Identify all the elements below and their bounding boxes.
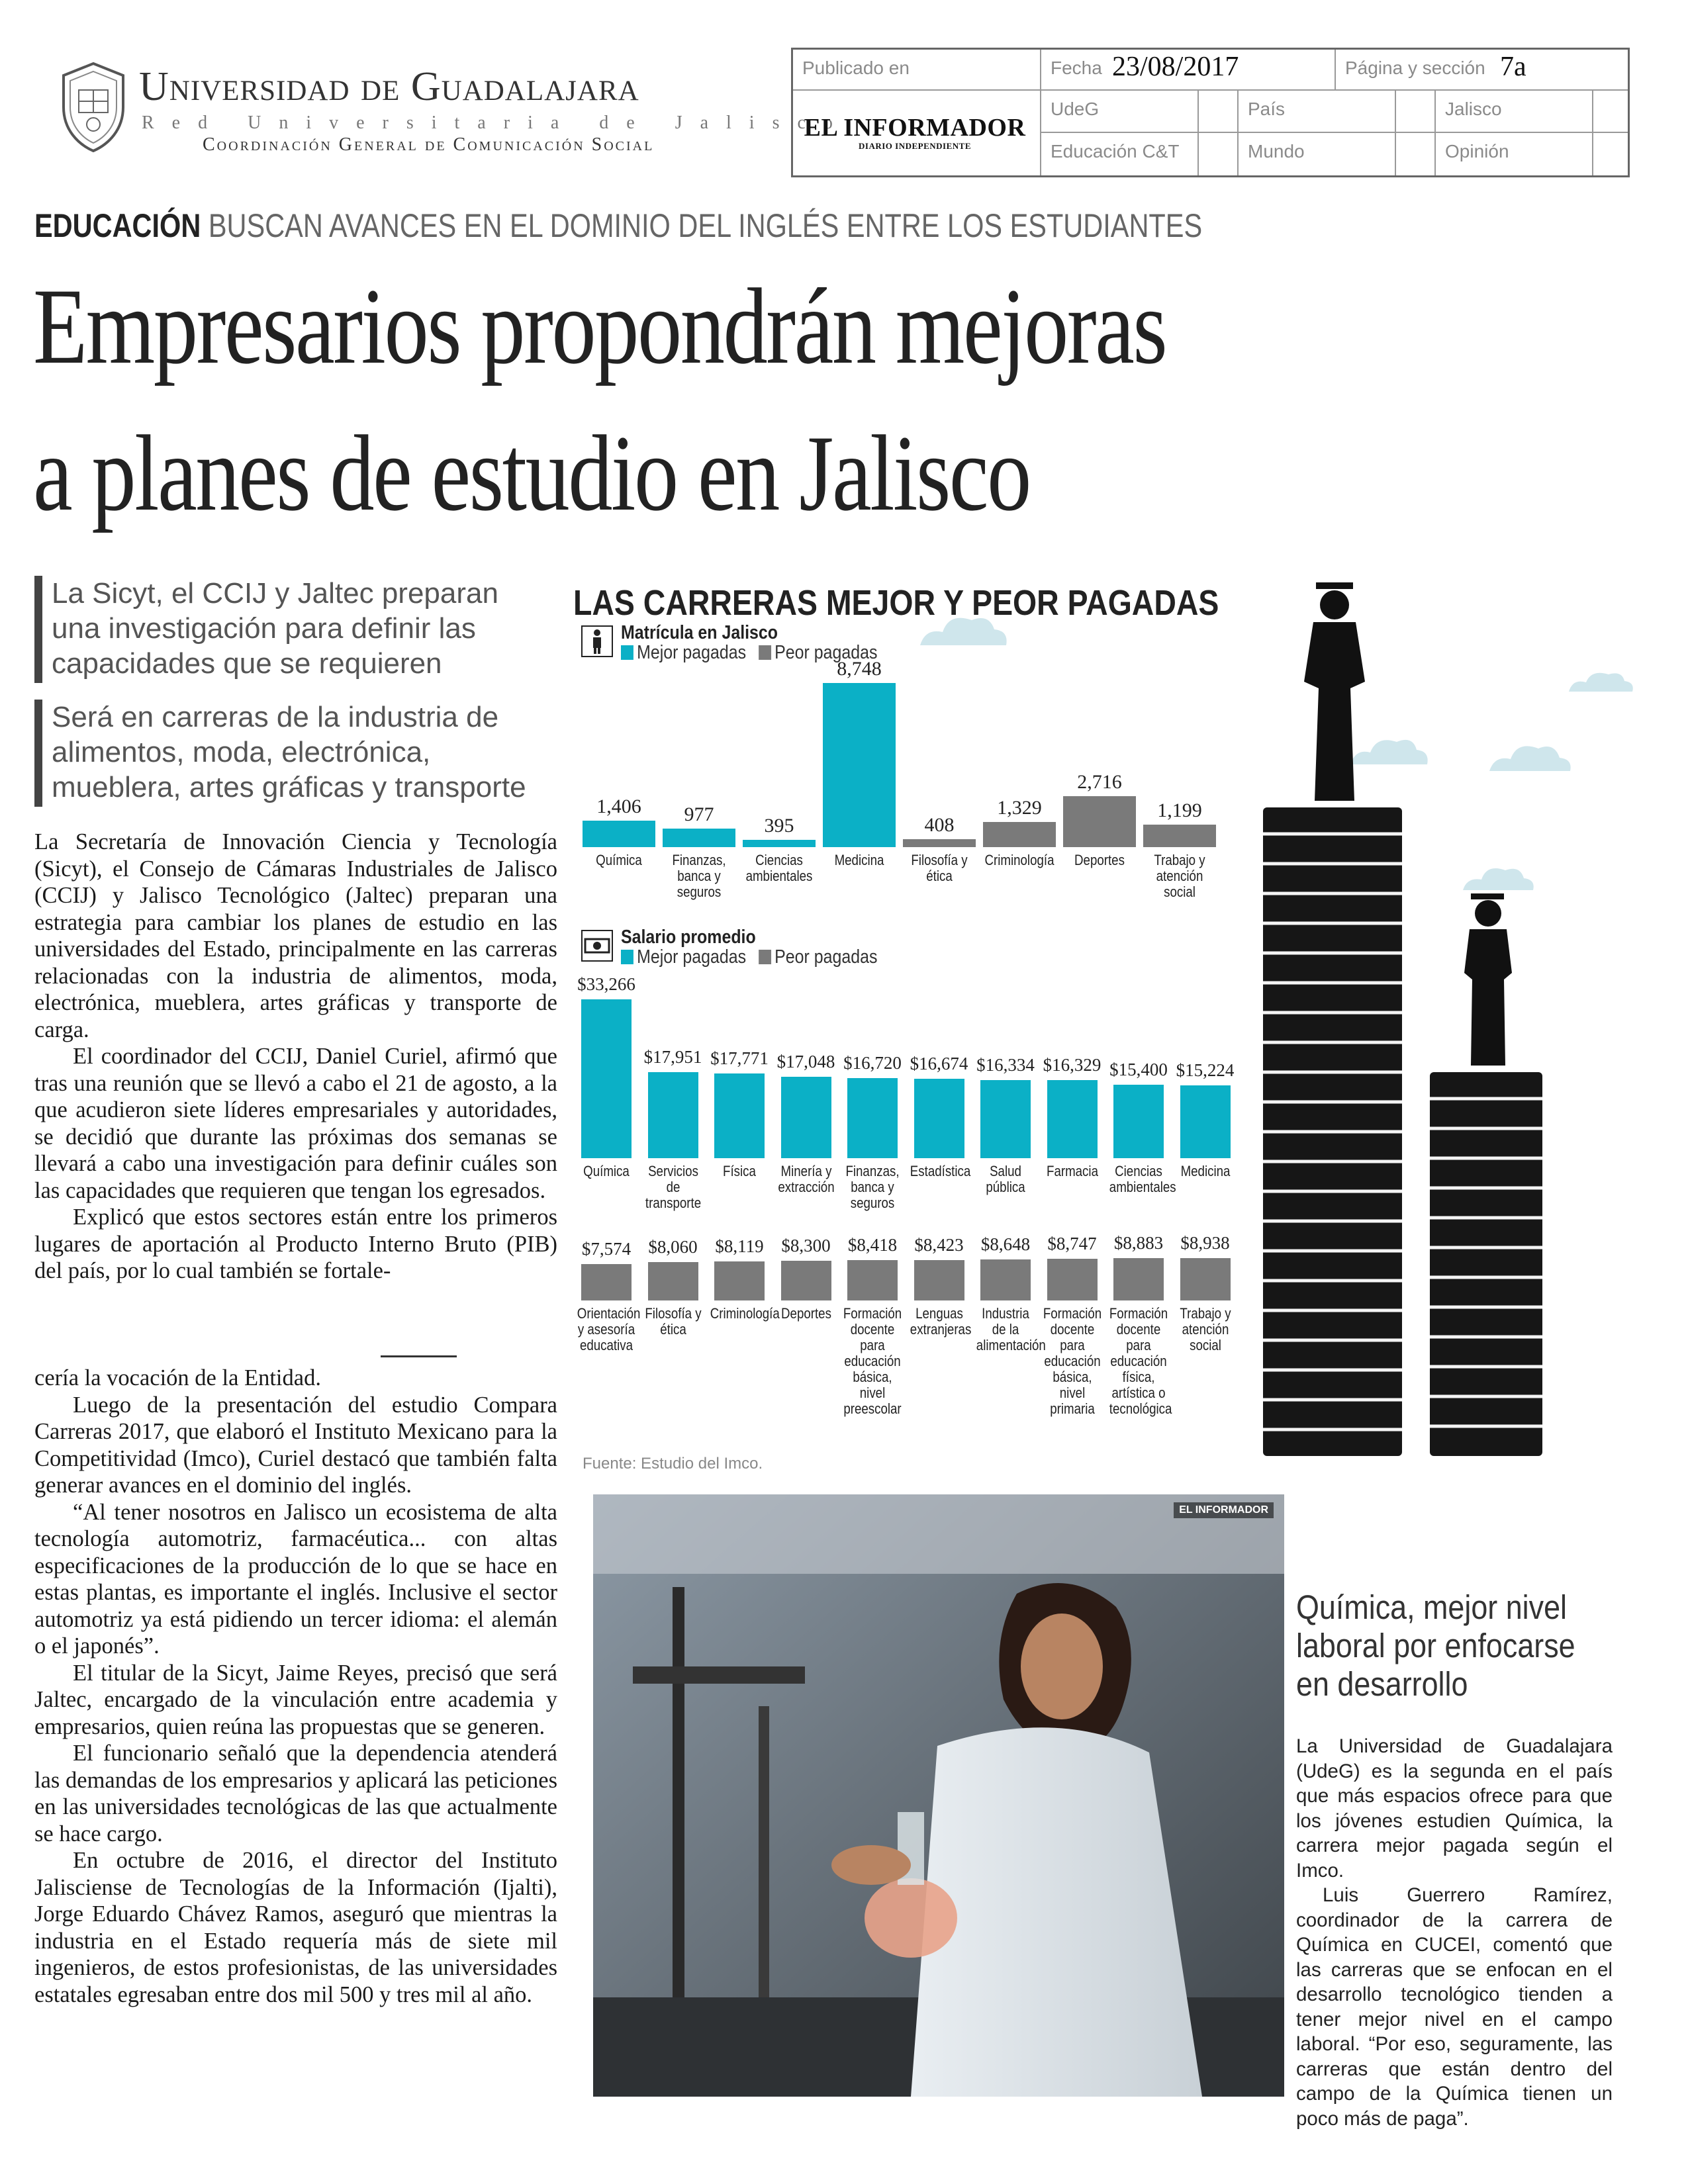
- university-name: Universidad de Guadalajara: [139, 64, 639, 109]
- graduate-figure-short: [1464, 893, 1512, 1066]
- chart-category-label: Industria de la alimentación: [976, 1305, 1046, 1353]
- enrollment-bar-chart: [583, 658, 1231, 927]
- chart-bar: [847, 1078, 898, 1158]
- subhead-2: Será en carreras de la industria de alimentos, moda, electrónica, mueblera, artes gráficas y transporte: [34, 700, 551, 807]
- graphic-source: Fuente: Estudio del Imco.: [583, 1455, 763, 1473]
- chart-category-label: Trabajo y atención social: [1154, 852, 1205, 900]
- body-continuation: cería la vocación de la Entidad.: [34, 1365, 321, 1390]
- section-opinion-check: [1593, 133, 1628, 175]
- chart-category-label: Química: [596, 852, 642, 868]
- chart-value-label: 1,199: [1157, 799, 1202, 821]
- chart-bar: [983, 822, 1056, 847]
- chart-value-label: 2,716: [1077, 771, 1122, 793]
- chart-value-label: $17,771: [710, 1048, 769, 1068]
- publication-info-table: [791, 48, 1630, 177]
- kicker: [34, 206, 1202, 245]
- university-network-line: Red Universitaria de Jalisco: [142, 113, 851, 133]
- section-opinion: Opinión: [1436, 133, 1593, 175]
- chart-category-label: Medicina: [834, 852, 884, 868]
- chart-bar: [1113, 1258, 1164, 1300]
- sidebar-paragraph: La Universidad de Guadalajara (UdeG) es la segunda en el país que más espacios ofrece para que los jóvenes estudien Química, la carrera mejor pagada según el Imco.: [1296, 1735, 1613, 1882]
- page-section-label: Página y sección: [1336, 50, 1628, 91]
- section-udeg-check: [1199, 91, 1239, 133]
- chart-bar: [648, 1262, 698, 1300]
- chart-category-label: Deportes: [780, 1305, 831, 1322]
- chart-category-label: Medicina: [1180, 1163, 1230, 1179]
- chart-bar: [914, 1260, 964, 1300]
- section-educacion-check: [1199, 133, 1239, 175]
- chart-value-label: 395: [764, 814, 794, 837]
- chart-bar: [648, 1072, 698, 1158]
- chart-value-label: $8,648: [980, 1234, 1031, 1254]
- chart-value-label: $8,883: [1113, 1232, 1164, 1253]
- section-udeg: UdeG: [1041, 91, 1199, 133]
- worst-salary-bar-chart: [577, 1232, 1243, 1453]
- kicker-section: EDUCACIÓN: [34, 207, 201, 244]
- chart-bar: [1180, 1085, 1231, 1158]
- chart-category-label: Farmacia: [1046, 1163, 1098, 1179]
- chart-value-label: $8,418: [847, 1235, 898, 1255]
- photo-credit: EL INFORMADOR: [1174, 1502, 1274, 1518]
- chart-bar: [1113, 1085, 1164, 1158]
- body-paragraph: El coordinador del CCIJ, Daniel Curiel, afirmó que tras una reunión que se llevó a cabo el 21 de agosto, a la que acudieron siete líderes empresariales y autoridades, se decidió que durante las próximas dos semanas se llevará a cabo una investigación para definir cuáles son las capacidades que requieren que tengan los egresados.: [34, 1044, 557, 1203]
- chart-bar: [1047, 1080, 1098, 1158]
- chart-category-label: Trabajo y atención social: [1179, 1305, 1231, 1353]
- chart-value-label: $16,674: [910, 1053, 968, 1073]
- section-label-enrollment: Matrícula en Jalisco: [621, 622, 778, 643]
- chart-bar: [1143, 825, 1216, 847]
- chart-value-label: $8,747: [1047, 1233, 1097, 1253]
- chart-value-label: $16,329: [1043, 1055, 1102, 1075]
- headline-line-1: Empresarios propondrán mejoras: [33, 267, 1166, 387]
- chart-category-label: Criminología: [984, 852, 1055, 868]
- chart-category-label: Química: [583, 1163, 630, 1179]
- date-label: Fecha: [1041, 50, 1336, 91]
- chart-value-label: $16,334: [976, 1055, 1035, 1075]
- chart-bar: [663, 829, 735, 847]
- chart-bar: [980, 1259, 1031, 1300]
- sidebar-paragraph: Luis Guerrero Ramírez, coordinador de la carrera de Química en CUCEI, comentó que las carreras que se enfocan en el desarrollo tecnológico tienden a tener mejor nivel en el campo laboral. “Por eso, seguramente, las carreras que están dentro del campo de la Química tienen un poco más de paga”.: [1296, 1884, 1613, 2130]
- chart-bar: [1063, 796, 1136, 847]
- chart-value-label: $17,951: [643, 1047, 702, 1068]
- chart-value-label: $8,423: [914, 1235, 964, 1255]
- newspaper-tagline: DIARIO INDEPENDIENTE: [859, 141, 971, 151]
- section-jalisco-check: [1593, 91, 1628, 133]
- body-paragraph: Luego de la presentación del estudio Compara Carreras 2017, que elaboró el Instituto Mexicano para la Competitividad (Imco), Curiel destacó que también falta generar avances en el dominio del inglés.: [34, 1392, 557, 1498]
- section-pais-check: [1396, 91, 1436, 133]
- chart-category-label: Ciencias ambientales: [745, 852, 813, 884]
- money-icon: [581, 930, 613, 962]
- chart-value-label: $8,060: [648, 1236, 698, 1257]
- legend-swatch-best: [621, 645, 633, 660]
- headline-line-2: a planes de estudio en Jalisco: [33, 414, 1030, 533]
- subhead-1: La Sicyt, el CCIJ y Jaltec preparan una investigación para definir las capacidades que se requieren: [34, 576, 551, 683]
- sidebar-text: [1296, 1734, 1613, 2131]
- chart-bar: [847, 1260, 898, 1300]
- chart-value-label: $8,119: [715, 1236, 764, 1257]
- chart-bar: [714, 1073, 765, 1158]
- chart-bar: [1180, 1258, 1231, 1300]
- chart-bar: [581, 1264, 632, 1300]
- legend-label-best: Mejor pagadas: [637, 946, 747, 968]
- body-paragraph: El funcionario señaló que la dependencia atenderá las demandas de los empresarios y aplicará las peticiones en las universidades tecnológicas de las que actualmente se hace cargo.: [34, 1741, 557, 1846]
- chart-bar: [1047, 1259, 1098, 1300]
- body-paragraph: El titular de la Sicyt, Jaime Reyes, precisó que será Jaltec, encargado de la vinculación entre academia y empresarios, quien reúna las propuestas que se generen.: [34, 1660, 557, 1739]
- chart-bar: [914, 1079, 964, 1158]
- best-salary-bar-chart: [577, 966, 1243, 1224]
- published-in-label: Publicado en: [793, 50, 1041, 91]
- article-body-column-1: [34, 829, 557, 1345]
- chart-bar: [781, 1077, 831, 1158]
- chart-value-label: $8,300: [781, 1236, 831, 1256]
- chart-category-label: Finanzas, banca y seguros: [672, 852, 726, 900]
- chart-bar: [823, 683, 896, 847]
- legend-label-best: Mejor pagadas: [637, 642, 747, 663]
- chart-category-label: Filosofía y ética: [644, 1305, 702, 1338]
- chart-category-label: Ciencias ambientales: [1109, 1163, 1176, 1195]
- page-value: 7a: [1500, 52, 1526, 82]
- chart-category-label: Formación docente para educación física, artística o tecnológica: [1109, 1305, 1172, 1417]
- chart-value-label: $15,224: [1176, 1060, 1235, 1081]
- chart-value-label: $15,400: [1109, 1059, 1168, 1079]
- lab-photo-illustration: [593, 1494, 1284, 2097]
- chart-value-label: 1,406: [596, 796, 641, 818]
- chart-value-label: $16,720: [843, 1053, 902, 1073]
- chart-value-label: 1,329: [997, 797, 1042, 819]
- person-icon: [581, 625, 613, 657]
- chart-value-label: $17,048: [776, 1052, 835, 1071]
- section-jalisco: Jalisco: [1436, 91, 1593, 133]
- article-body-column-2: [34, 1365, 557, 2132]
- newspaper-name: EL INFORMADOR: [804, 114, 1026, 142]
- chart-category-label: Finanzas, banca y seguros: [845, 1163, 900, 1211]
- chart-bar: [903, 839, 976, 847]
- legend-label-worst: Peor pagadas: [774, 946, 878, 968]
- graphic-decor-coin-stacks: [1244, 582, 1615, 1463]
- column-jump-rule: [381, 1355, 457, 1357]
- chart-category-label: Criminología: [710, 1305, 780, 1322]
- legend-swatch-worst: [759, 645, 771, 660]
- chart-bar: [980, 1080, 1031, 1158]
- chart-category-label: Filosofía y ética: [911, 852, 968, 884]
- body-paragraph: “Al tener nosotros en Jalisco un ecosistema de alta tecnología automotriz, farmacéutica... con altas especificaciones de la producción de lo que se hace en estas plantas, es importante el inglés. Inclusive el sector automotriz ya está pidiendo un tercer idioma: el alemán o el japonés”.: [34, 1499, 557, 1659]
- chart-category-label: Estadística: [910, 1163, 970, 1179]
- chart-bar: [581, 999, 632, 1158]
- sidebar-headline: Química, mejor nivel laboral por enfocarse en desarrollo: [1296, 1588, 1575, 1703]
- chart-value-label: 408: [924, 814, 955, 837]
- chart-bar: [583, 821, 655, 847]
- chart-value-label: 8,748: [837, 658, 882, 680]
- legend-swatch-worst: [759, 950, 771, 964]
- udg-seal-logo: [57, 61, 130, 154]
- body-paragraph: La Secretaría de Innovación Ciencia y Tecnología (Sicyt), el Consejo de Cámaras Industriales de Jalisco (CCIJ) y Jalisco Tecnológico (Jaltec) preparan una estrategia para cambiar los planes de estudio en las universidades del Estado, principalmente en las carreras relacionadas con la industria de alimentos, moda, electrónica, mueblera, artes gráficas y transporte de carga.: [34, 829, 557, 1042]
- lab-photo: [593, 1494, 1284, 2097]
- chart-value-label: $8,938: [1180, 1232, 1230, 1253]
- chart-category-label: Orientación y asesoría educativa: [577, 1305, 641, 1353]
- body-paragraph: Explicó que estos sectores están entre los primeros lugares de aportación al Producto Interno Bruto (PIB) del país, por lo cual también se fortale-: [34, 1205, 557, 1283]
- chart-category-label: Deportes: [1074, 852, 1125, 868]
- body-paragraph: En octubre de 2016, el director del Instituto Jalisciense de Tecnologías de la Información (Ijalti), Jorge Eduardo Chávez Ramos, aseguró que mientras la industria en el Estado requería más de siete mil ingenieros, de estos profesionistas, de las universidades estatales egresaban entre dos mil 500 y tres mil al año.: [34, 1848, 557, 2007]
- section-educacion: Educación C&T: [1041, 133, 1199, 175]
- chart-category-label: Minería y extracción: [777, 1163, 835, 1195]
- chart-value-label: $7,574: [581, 1239, 632, 1259]
- chart-value-label: 977: [684, 803, 714, 826]
- chart-bar: [714, 1261, 765, 1300]
- legend-salary: [621, 946, 877, 968]
- section-mundo: Mundo: [1239, 133, 1396, 175]
- chart-category-label: Física: [723, 1163, 756, 1179]
- section-label-salary: Salario promedio: [621, 927, 756, 948]
- chart-category-label: Salud pública: [986, 1163, 1025, 1195]
- legend-label-worst: Peor pagadas: [774, 642, 878, 663]
- chart-category-label: Formación docente para educación básica, nivel primaria: [1043, 1305, 1102, 1417]
- graphic-title: LAS CARRERAS MEJOR Y PEOR PAGADAS: [573, 583, 1219, 623]
- graduate-figure-tall: [1304, 582, 1365, 801]
- chart-category-label: Formación docente para educación básica, nivel preescolar: [843, 1305, 902, 1417]
- chart-category-label: Servicios de transporte: [645, 1163, 701, 1211]
- section-mundo-check: [1396, 133, 1436, 175]
- chart-bar: [781, 1261, 831, 1300]
- date-value: 23/08/2017: [1112, 52, 1239, 82]
- legend-swatch-best: [621, 950, 633, 964]
- chart-value-label: $33,266: [577, 974, 635, 994]
- chart-bar: [743, 840, 816, 847]
- el-informador-logo: [802, 113, 1027, 152]
- communication-office-line: Coordinación General de Comunicación Social: [203, 134, 655, 155]
- chart-category-label: Lenguas extranjeras: [910, 1305, 971, 1338]
- section-pais: País: [1239, 91, 1396, 133]
- kicker-text: BUSCAN AVANCES EN EL DOMINIO DEL INGLÉS ENTRE LOS ESTUDIANTES: [208, 207, 1203, 244]
